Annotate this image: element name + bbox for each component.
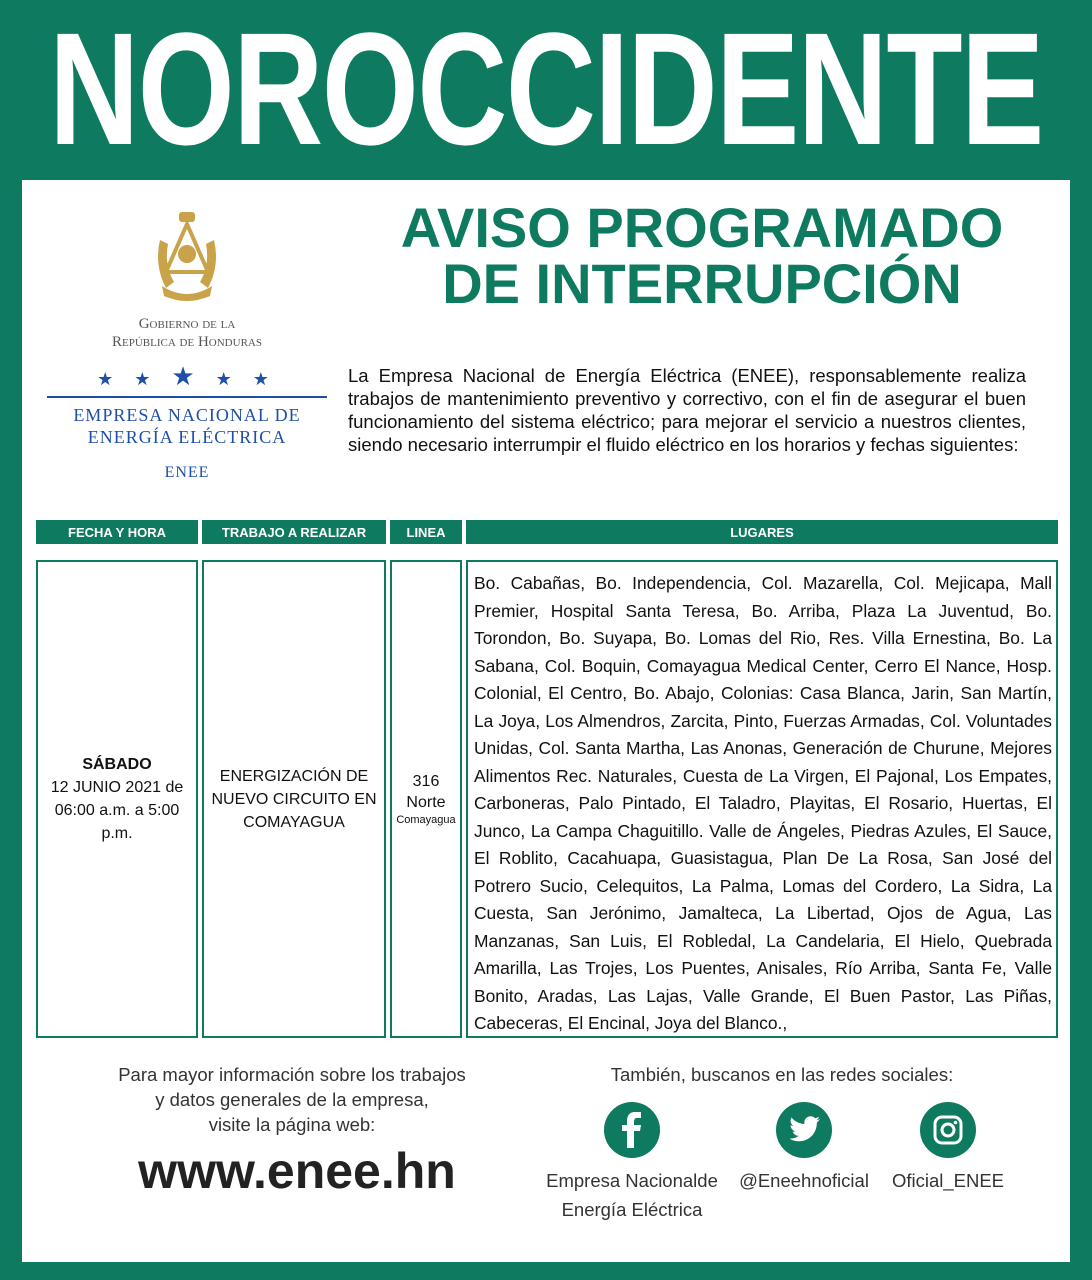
line-city: Comayagua bbox=[396, 814, 456, 826]
facebook-label-line-1: Empresa Nacionalde bbox=[546, 1170, 718, 1191]
date-line-3: p.m. bbox=[101, 825, 133, 842]
header-linea: LINEA bbox=[390, 520, 462, 544]
facebook-link[interactable] bbox=[542, 1102, 722, 1224]
work-line-2: NUEVO CIRCUITO EN bbox=[211, 790, 377, 808]
region-title: NOROCCIDENTE bbox=[49, 0, 1043, 178]
header-lugares: LUGARES bbox=[466, 520, 1058, 544]
info-text bbox=[102, 1062, 482, 1137]
enee-logo-block bbox=[42, 210, 332, 482]
date-line-1: 12 JUNIO 2021 de bbox=[50, 779, 184, 796]
twitter-icon[interactable] bbox=[776, 1102, 832, 1158]
line-number: 316 bbox=[412, 773, 440, 790]
instagram-icon[interactable] bbox=[920, 1102, 976, 1158]
cell-linea bbox=[390, 560, 462, 1038]
cell-lugares bbox=[466, 560, 1058, 1038]
twitter-label: @Eneehnoficial bbox=[739, 1170, 869, 1191]
government-line-2: República de Honduras bbox=[112, 334, 262, 350]
header-fecha: FECHA Y HORA bbox=[36, 520, 198, 544]
header-trabajo: TRABAJO A REALIZAR bbox=[202, 520, 386, 544]
cell-fecha bbox=[36, 560, 198, 1038]
government-line-1: Gobierno de la bbox=[138, 316, 236, 332]
work-line-3: COMAYAGUA bbox=[243, 813, 345, 831]
line-name: Norte bbox=[406, 794, 446, 811]
notice-title bbox=[342, 196, 1062, 315]
facebook-icon[interactable] bbox=[604, 1102, 660, 1158]
coat-of-arms-icon bbox=[152, 210, 222, 302]
info-line-3: visite la página web: bbox=[208, 1114, 376, 1135]
places-list: Bo. Cabañas, Bo. Independencia, Col. Mazarella, Col. Mejicapa, Mall Premier, Hospital Santa Teresa, Bo. Arriba, Plaza La Juventud, Bo. Torondon, Bo. Suyapa, Bo. Lomas del Rio, Res. Villa Ernestina, Bo. La Sabana, Col. Boquin, Comayagua Medical Center, Cerro El Nance, Hosp. Colonial, El Centro, Bo. Abajo, Colonias: Casa Blanca, Jarin, San Martín, La Joya, Los Almendros, Zarcita, Pinto, Fuerzas Armadas, Col. Voluntades Unidas, Col. Santa Martha, Las Anonas, Generación de Churune, Mejores Alimentos Rec. Naturales, Cuesta de La Virgen, El Pajonal, Los Empates, Carboneras, Palo Pintado, El Taladro, Playitas, El Rosario, Huertas, El Junco, La Campa Chaguitillo. Valle de Ángeles, Piedras Azules, El Sauce, El Roblito, Cacahuapa, Guasistagua, Plan De La Rosa, San José del Potrero Sucio, Celequitos, La Palma, Lomas del Cordero, La Sidra, La Cuesta, San Jerónimo, Jamalteca, La Libertad, Ojos de Agua, Las Manzanas, San Luis, El Robledal, La Candelaria, El Hielo, Quebrada Amarilla, Las Trojes, Los Puentes, Anisales, Río Arriba, Santa Fe, Valle Bonito, Aradas, Las Lajas, Valle Grande, El Buen Pastor, Las Piñas, Cabeceras, El Encinal, Joya del Blanco., bbox=[474, 573, 1052, 1033]
social-title: También, buscanos en las redes sociales: bbox=[610, 1064, 954, 1085]
date-line-2: 06:00 a.m. a 5:00 bbox=[54, 802, 180, 819]
instagram-link[interactable] bbox=[858, 1102, 1038, 1195]
company-line-2: ENERGÍA ELÉCTRICA bbox=[87, 427, 287, 447]
info-line-1: Para mayor información sobre los trabajos bbox=[118, 1064, 466, 1085]
content-panel bbox=[22, 180, 1070, 1262]
notice-intro: La Empresa Nacional de Energía Eléctrica (ENEE), responsablemente realiza trabajos de mantenimiento preventivo y correctivo, con el fin de asegurar el buen funcionamiento del sistema eléctrico; para mejorar el servicio a nuestros clientes, siendo necesario interrumpir el fluido eléctrico en los horarios y fechas siguientes: bbox=[348, 365, 1026, 455]
company-abbr: ENEE bbox=[164, 464, 210, 481]
cell-trabajo bbox=[202, 560, 386, 1038]
company-name bbox=[42, 404, 332, 448]
notice-title-line-2: DE INTERRUPCIÓN bbox=[442, 252, 962, 315]
facebook-label bbox=[542, 1166, 722, 1224]
company-line-1: EMPRESA NACIONAL DE bbox=[73, 405, 301, 425]
stars-icon: ★ ★ ★ ★ ★ bbox=[97, 361, 277, 391]
notice-title-line-1: AVISO PROGRAMADO bbox=[400, 196, 1004, 259]
facebook-label-line-2: Energía Eléctrica bbox=[561, 1199, 703, 1220]
website-link[interactable]: www.enee.hn bbox=[138, 1143, 456, 1199]
day-label: SÁBADO bbox=[82, 756, 152, 773]
info-line-2: y datos generales de la empresa, bbox=[155, 1089, 429, 1110]
government-name bbox=[42, 315, 332, 351]
header-banner bbox=[0, 0, 1092, 178]
instagram-label: Oficial_ENEE bbox=[891, 1170, 1005, 1191]
work-line-1: ENERGIZACIÓN DE bbox=[219, 767, 369, 785]
logo-divider bbox=[47, 396, 327, 398]
